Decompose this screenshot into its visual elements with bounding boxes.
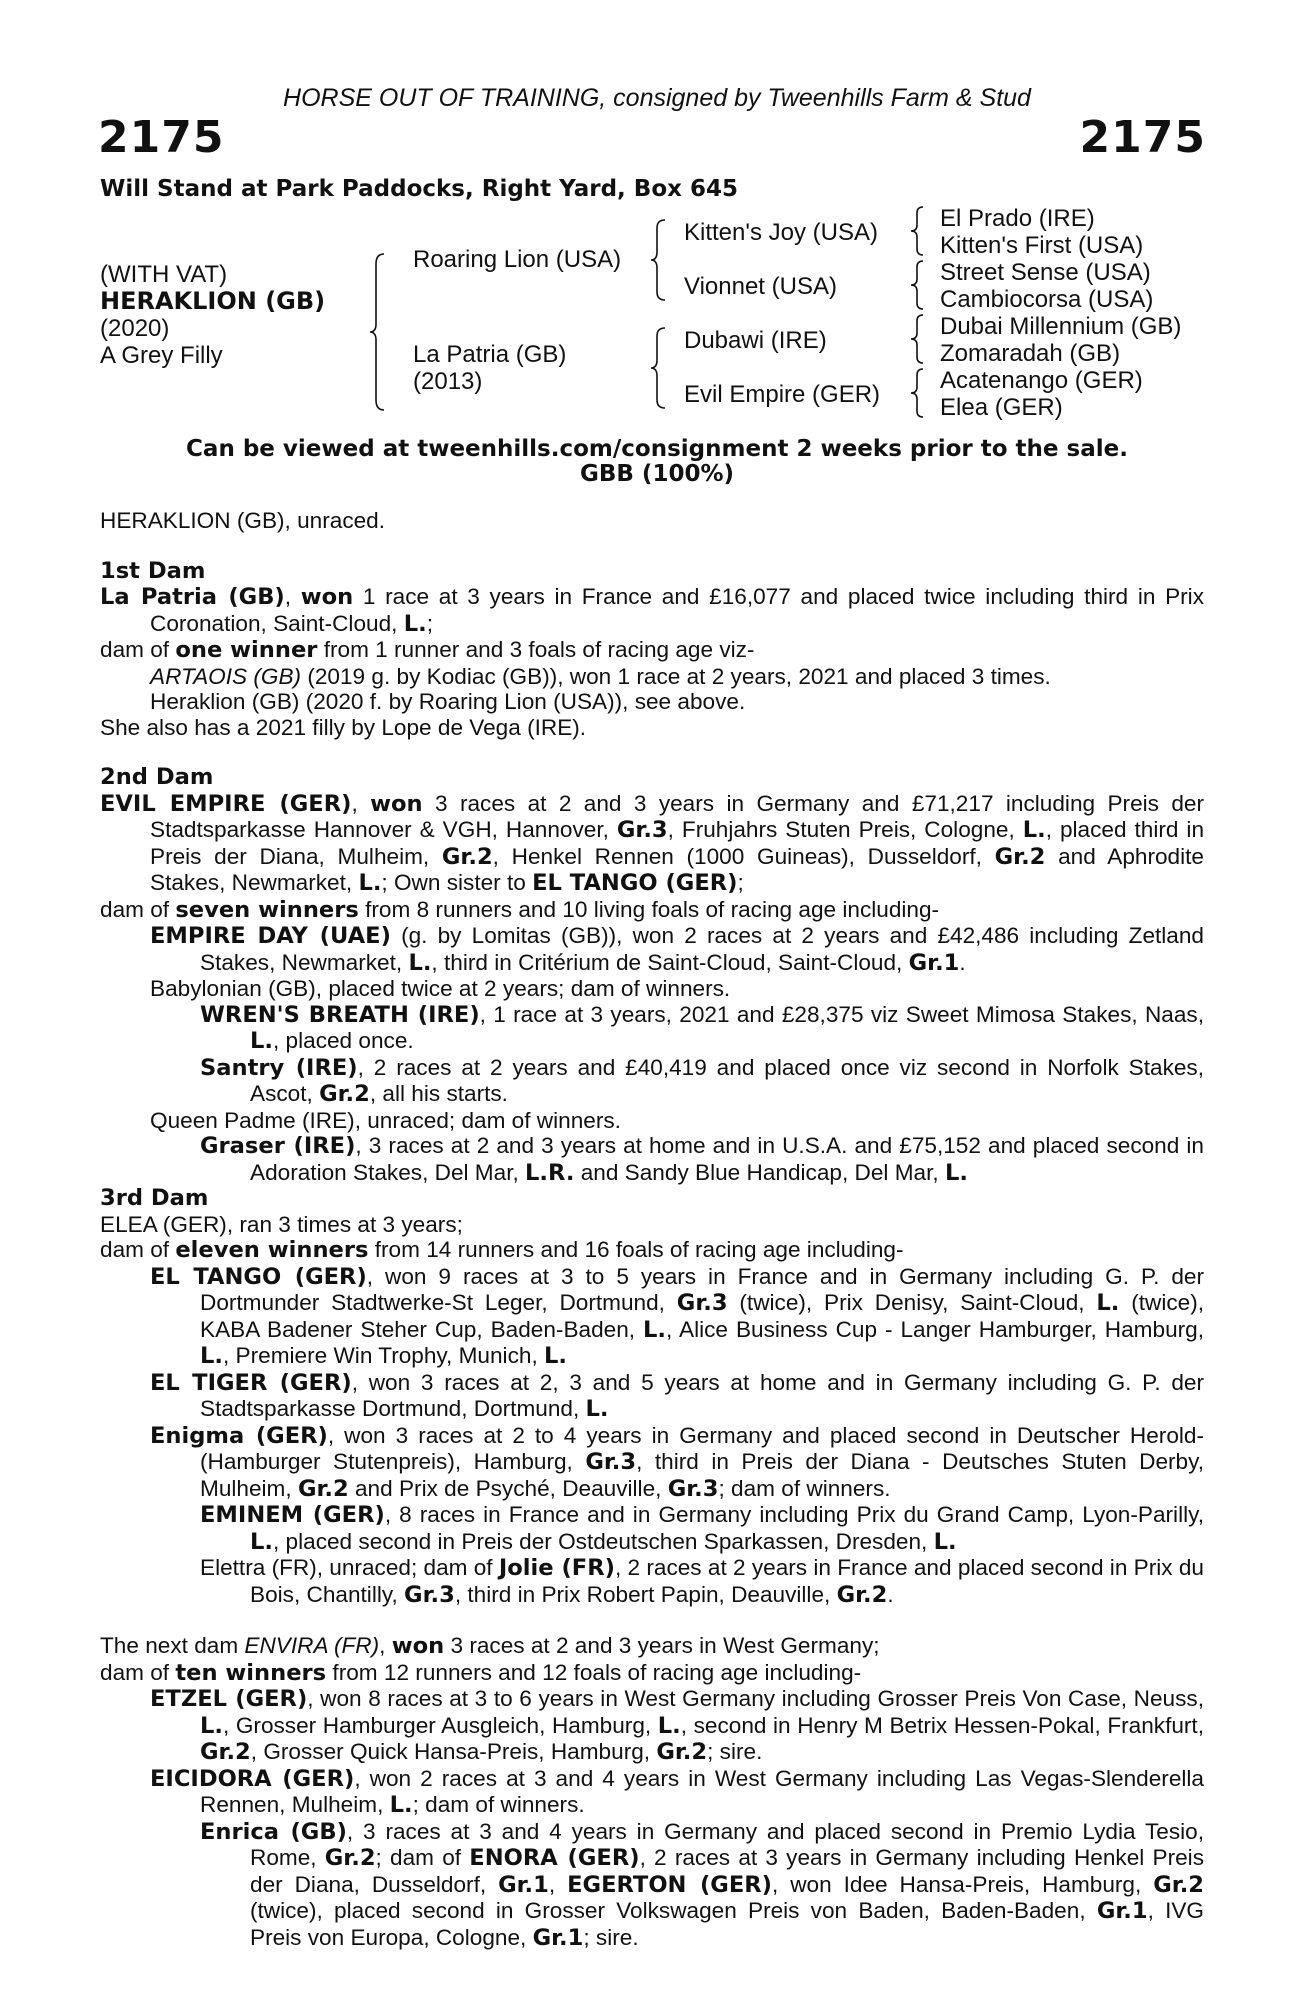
progeny-empire-day: EMPIRE DAY (UAE) (g. by Lomitas (GB)), won 2 races at 2 years and £42,486 including Zetland Stakes, Newmarket, L., third in Critérium de Saint-Cloud, Saint-Cloud, Gr.1. [150,923,1205,976]
grandparent-5: Dubai Millennium (GB) [940,313,1182,340]
second-dam-progeny: dam of seven winners from 8 runners and 10 living foals of racing age including- [100,896,940,923]
progeny-el-tango: EL TANGO (GER), won 9 races at 3 to 5 years in France and in Germany including G. P. der Dortmunder Stadtwerke-St Leger, Dortmund, Gr.3 (twice), Prix Denisy, Saint-Cloud, L. (twice), KABA Badener Steher Cup, Baden-Baden, L., Alice Business Cup - Langer Hamburger, Hamburg, L., Premiere Win Trophy, Munich, L. [150,1263,1204,1369]
progeny-enrica: Enrica (GB), 3 races at 3 and 4 years in Germany and placed second in Premio Lydia Tesio, Rome, Gr.2; dam of ENORA (GER), 2 races at 3 years in Germany including Henkel Preis der Diana, Dusseldorf, Gr.1, EGERTON (GER), won Idee Hansa-Preis, Hamburg, Gr.2 (twice), placed second in Grosser Volkswagen Preis von Baden, Baden-Baden, Gr.1, IVG Preis von Europa, Cologne, Gr.1; sire. [200,1818,1205,1951]
vat-note: (WITH VAT) [100,261,228,288]
sire-dam: Vionnet (USA) [684,273,837,300]
brace-vionnet [911,259,931,311]
third-dam-text: ELEA (GER), ran 3 times at 3 years; [100,1211,463,1237]
first-dam-progeny: dam of one winner from 1 runner and 3 foals of racing age viz- [100,637,755,663]
stand-location: Will Stand at Park Paddocks, Right Yard, Box 645 [100,176,738,202]
progeny-wrens-breath: WREN'S BREATH (IRE), 1 race at 3 years, 2021 and £28,375 viz Sweet Mimosa Stakes, Naas, L., placed once. [200,1001,1204,1054]
next-dam-progeny: dam of ten winners from 12 runners and 12 foals of racing age including- [100,1659,862,1686]
dam: La Patria (GB) [413,341,567,368]
progeny-eicidora: EICIDORA (GER), won 2 races at 3 and 4 years in West Germany including Las Vegas-Slenderella Rennen, Mulheim, L.; dam of winners. [150,1765,1204,1818]
next-dam-text: The next dam ENVIRA (FR), won 3 races at 2 and 3 years in West Germany; [100,1633,880,1659]
dam-year: (2013) [413,368,483,395]
progeny-enigma: Enigma (GER), won 3 races at 2 to 4 years in Germany and placed second in Deutscher Herold-(Hamburger Stutenpreis), Hamburg, Gr.3, third in Preis der Diana - Deutsches Stuten Derby, Mulheim, Gr.2 and Prix de Psyché, Deauville, Gr.3; dam of winners. [150,1422,1204,1502]
third-dam-progeny: dam of eleven winners from 14 runners and 16 foals of racing age including- [100,1237,904,1263]
sire: Roaring Lion (USA) [413,246,622,273]
progeny-el-tiger: EL TIGER (GER), won 3 races at 2, 3 and 5 years at home and in Germany including G. P. der Stadtsparkasse Dortmund, Dortmund, L. [150,1369,1204,1422]
grandparent-1: El Prado (IRE) [940,205,1095,232]
grandparent-7: Acatenango (GER) [940,367,1143,394]
progeny-heraklion: Heraklion (GB) (2020 f. by Roaring Lion (USA)), see above. [150,689,746,714]
brace-evil-empire [911,367,931,419]
dam-dam: Evil Empire (GER) [684,381,881,408]
second-dam-text: EVIL EMPIRE (GER), won 3 races at 2 and 3 years in Germany and £71,217 including Preis der Stadtsparkasse Hannover & VGH, Hannover, Gr.3, Fruhjahrs Stuten Preis, Cologne, L., placed third in Preis der Diana, Mulheim, Gr.2, Henkel Rennen (1000 Guineas), Dusseldorf, Gr.2 and Aphrodite Stakes, Newmarket, L.; Own sister to EL TANGO (GER); [100,790,1205,896]
progeny-queen-padme: Queen Padme (IRE), unraced; dam of winners. [150,1107,621,1133]
brace-roaring-lion [651,218,673,302]
viewing-notice: Can be viewed at tweenhills.com/consignment 2 weeks prior to the sale. [186,436,1128,462]
progeny-etzel: ETZEL (GER), won 8 races at 3 to 6 years in West Germany including Grosser Preis Von Case, Neuss, L., Grosser Hamburger Ausgleich, Hamburg, L., second in Henry M Betrix Hessen-Pokal, Frankfurt, Gr.2, Grosser Quick Hansa-Preis, Hamburg, Gr.2; sire. [150,1686,1204,1765]
grandparent-2: Kitten's First (USA) [940,232,1144,259]
progeny-babylonian: Babylonian (GB), placed twice at 2 years; dam of winners. [150,976,731,1001]
brace-la-patria [651,326,673,410]
horse-year: (2020) [100,315,170,342]
progeny-graser: Graser (IRE), 3 races at 2 and 3 years at home and in U.S.A. and £75,152 and placed second in Adoration Stakes, Del Mar, L.R. and Sandy Blue Handicap, Del Mar, L. [200,1133,1204,1186]
brace-dubawi [911,313,931,365]
brace-kittens-joy [911,205,931,257]
horse-description: A Grey Filly [100,342,223,369]
lot-number-left: 2175 [98,112,225,163]
first-dam-2021-filly: She also has a 2021 filly by Lope de Vega (IRE). [100,714,587,740]
grandparent-3: Street Sense (USA) [940,259,1151,286]
grandparent-8: Elea (GER) [940,394,1063,421]
first-dam-heading: 1st Dam [100,557,206,584]
progeny-eminem: EMINEM (GER), 8 races in France and in Germany including Prix du Grand Camp, Lyon-Parilly, L., placed second in Preis der Ostdeutschen Sparkassen, Dresden, L. [200,1502,1205,1555]
catalogue-body [100,508,1204,1951]
second-dam-heading: 2nd Dam [100,764,214,790]
grandparent-6: Zomaradah (GB) [940,340,1121,367]
third-dam-heading: 3rd Dam [100,1185,209,1211]
intro-line: HERAKLION (GB), unraced. [100,508,386,533]
brace-sire-dam [370,252,392,412]
sire-sire: Kitten's Joy (USA) [684,219,878,246]
progeny-elettra: Elettra (FR), unraced; dam of Jolie (FR), 2 races at 2 years in France and placed second in Prix du Bois, Chantilly, Gr.3, third in Prix Robert Papin, Deauville, Gr.2. [200,1555,1204,1608]
progeny-artaois: ARTAOIS (GB) (2019 g. by Kodiac (GB)), won 1 race at 2 years, 2021 and placed 3 times. [150,663,1051,689]
horse-name: HERAKLION (GB) [100,287,326,315]
grandparent-4: Cambiocorsa (USA) [940,286,1154,313]
first-dam-text: La Patria (GB), won 1 race at 3 years in France and £16,077 and placed twice including third in Prix Coronation, Saint-Cloud, L.; [100,584,1204,637]
dam-sire: Dubawi (IRE) [684,327,827,354]
lot-number-right: 2175 [1079,112,1206,163]
consignment-line: HORSE OUT OF TRAINING, consigned by Tweenhills Farm & Stud [283,84,1031,112]
gbb-notice: GBB (100%) [579,461,735,487]
progeny-santry: Santry (IRE), 2 races at 2 years and £40,419 and placed once viz second in Norfolk Stakes, Ascot, Gr.2, all his starts. [200,1054,1205,1107]
